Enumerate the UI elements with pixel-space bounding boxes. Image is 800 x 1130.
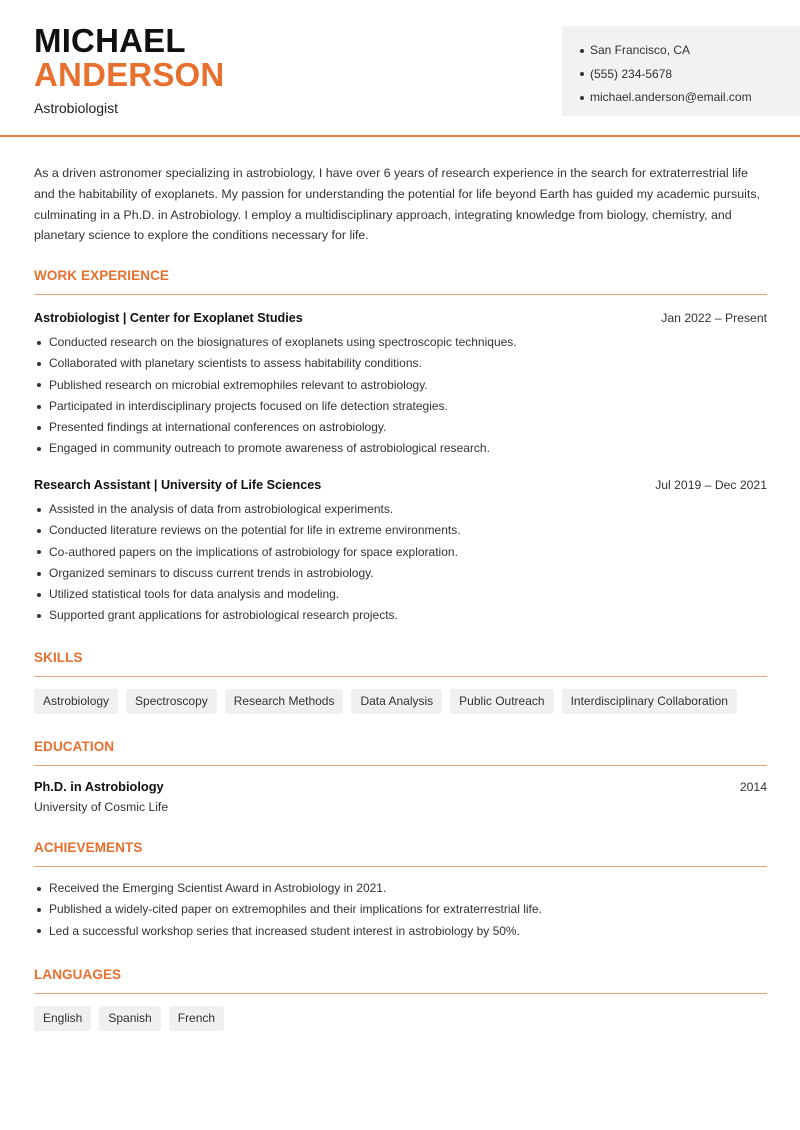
list-item bbox=[34, 499, 767, 520]
contact-email bbox=[580, 86, 800, 110]
list-item-text: Utilized statistical tools for data analysis and modeling. bbox=[49, 587, 340, 602]
bullet-icon bbox=[37, 383, 41, 387]
list-item-text: Conducted research on the biosignatures of exoplanets using spectroscopic techniques. bbox=[49, 335, 517, 349]
education-header bbox=[34, 779, 767, 795]
section-title-skills: SKILLS bbox=[34, 650, 83, 665]
contact-box bbox=[562, 26, 800, 116]
bullet-icon bbox=[580, 96, 584, 100]
list-item bbox=[34, 353, 767, 374]
summary: As a driven astronomer specializing in astrobiology, I have over 6 years of research experience in the search for extraterrestrial life and the habitability of exoplanets. My passion for understanding the potential for life beyond Earth has guided my academic pursuits, culminating in a Ph.D. in Astrobiology. I employ a multidisciplinary approach, integrating knowledge from biology, chemistry, and planetary science to explore the conditions necessary for life. bbox=[34, 166, 760, 243]
list-item bbox=[34, 605, 767, 626]
list-item bbox=[34, 332, 767, 353]
list-item bbox=[34, 396, 767, 417]
job-role: Research Assistant | University of Life Sciences bbox=[34, 478, 322, 492]
list-item-text: Conducted literature reviews on the potential for life in extreme environments. bbox=[49, 523, 461, 538]
bullet-icon bbox=[37, 550, 41, 554]
list-item bbox=[34, 921, 767, 942]
list-item-text: Supported grant applications for astrobiological research projects. bbox=[49, 608, 398, 623]
skill-chip: Spectroscopy bbox=[126, 689, 217, 714]
bullet-icon bbox=[37, 929, 41, 933]
list-item-text: Received the Emerging Scientist Award in Astrobiology in 2021. bbox=[49, 881, 387, 895]
list-item-text: Engaged in community outreach to promote awareness of astrobiological research. bbox=[49, 441, 490, 456]
section-divider bbox=[34, 676, 767, 677]
section-divider bbox=[34, 993, 767, 994]
bullet-icon bbox=[37, 405, 41, 409]
language-chip: Spanish bbox=[99, 1006, 160, 1031]
contact-email-text: michael.anderson@email.com bbox=[590, 90, 752, 104]
bullet-icon bbox=[580, 49, 584, 53]
list-item bbox=[34, 520, 767, 541]
bullet-icon bbox=[37, 529, 41, 533]
list-item-text: Organized seminars to discuss current trends in astrobiology. bbox=[49, 565, 374, 580]
list-item bbox=[34, 417, 767, 438]
resume-header bbox=[0, 0, 800, 137]
list-item-text: Co-authored papers on the implications of astrobiology for space exploration. bbox=[49, 544, 458, 559]
job-header bbox=[34, 477, 767, 493]
bullet-icon bbox=[37, 508, 41, 512]
education-school: University of Cosmic Life bbox=[34, 800, 169, 814]
list-item-text: Published research on microbial extremophiles relevant to astrobiology. bbox=[49, 377, 428, 392]
list-item bbox=[34, 899, 767, 920]
section-title-achievements: ACHIEVEMENTS bbox=[34, 840, 143, 855]
list-item-text: Led a successful workshop series that increased student interest in astrobiology by 50%. bbox=[49, 923, 520, 938]
job-title: Astrobiologist bbox=[34, 100, 119, 116]
achievements-list bbox=[34, 878, 767, 942]
bullet-icon bbox=[37, 908, 41, 912]
bullet-icon bbox=[37, 593, 41, 597]
list-item-text: Participated in interdisciplinary projects focused on life detection strategies. bbox=[49, 398, 448, 413]
list-item bbox=[34, 542, 767, 563]
job-dates: Jan 2022 – Present bbox=[661, 311, 767, 325]
last-name: ANDERSON bbox=[34, 56, 225, 93]
list-item bbox=[34, 375, 767, 396]
list-item-text: Published a widely-cited paper on extremophiles and their implications for extraterrestrial life. bbox=[49, 902, 542, 917]
contact-location bbox=[580, 39, 800, 63]
list-item bbox=[34, 584, 767, 605]
bullet-icon bbox=[37, 614, 41, 618]
education-year: 2014 bbox=[739, 780, 767, 794]
bullet-icon bbox=[37, 447, 41, 451]
list-item-text: Presented findings at international conferences on astrobiology. bbox=[49, 420, 387, 435]
list-item-text: Collaborated with planetary scientists to assess habitability conditions. bbox=[49, 356, 422, 371]
list-item bbox=[34, 878, 767, 899]
skill-chip: Public Outreach bbox=[450, 689, 553, 714]
section-divider bbox=[34, 765, 767, 766]
contact-phone-text: (555) 234-5678 bbox=[590, 66, 673, 81]
list-item-text: Assisted in the analysis of data from astrobiological experiments. bbox=[49, 502, 394, 516]
bullet-icon bbox=[37, 426, 41, 430]
section-divider bbox=[34, 294, 767, 295]
skill-chip: Astrobiology bbox=[34, 689, 118, 714]
job-header bbox=[34, 310, 767, 326]
languages-list bbox=[34, 1006, 224, 1031]
skill-chip: Interdisciplinary Collaboration bbox=[562, 689, 737, 714]
language-chip: French bbox=[169, 1006, 224, 1031]
list-item bbox=[34, 563, 767, 584]
bullet-icon bbox=[37, 341, 41, 345]
contact-location-text: San Francisco, CA bbox=[590, 43, 691, 57]
job-role: Astrobiologist | Center for Exoplanet Studies bbox=[34, 311, 303, 325]
job-bullets bbox=[34, 499, 767, 627]
section-title-work: WORK EXPERIENCE bbox=[34, 268, 170, 283]
bullet-icon bbox=[37, 572, 41, 576]
contact-phone bbox=[580, 63, 800, 87]
section-title-education: EDUCATION bbox=[34, 739, 115, 754]
bullet-icon bbox=[580, 72, 584, 76]
skills-list bbox=[34, 689, 737, 714]
list-item bbox=[34, 438, 767, 459]
skill-chip: Research Methods bbox=[225, 689, 344, 714]
job-dates: Jul 2019 – Dec 2021 bbox=[655, 478, 767, 492]
bullet-icon bbox=[37, 362, 41, 366]
bullet-icon bbox=[37, 887, 41, 891]
first-name: MICHAEL bbox=[34, 22, 186, 59]
language-chip: English bbox=[34, 1006, 91, 1031]
section-title-languages: LANGUAGES bbox=[34, 967, 122, 982]
job-bullets bbox=[34, 332, 767, 460]
section-divider bbox=[34, 866, 767, 867]
skill-chip: Data Analysis bbox=[351, 689, 442, 714]
education-degree: Ph.D. in Astrobiology bbox=[34, 779, 164, 794]
